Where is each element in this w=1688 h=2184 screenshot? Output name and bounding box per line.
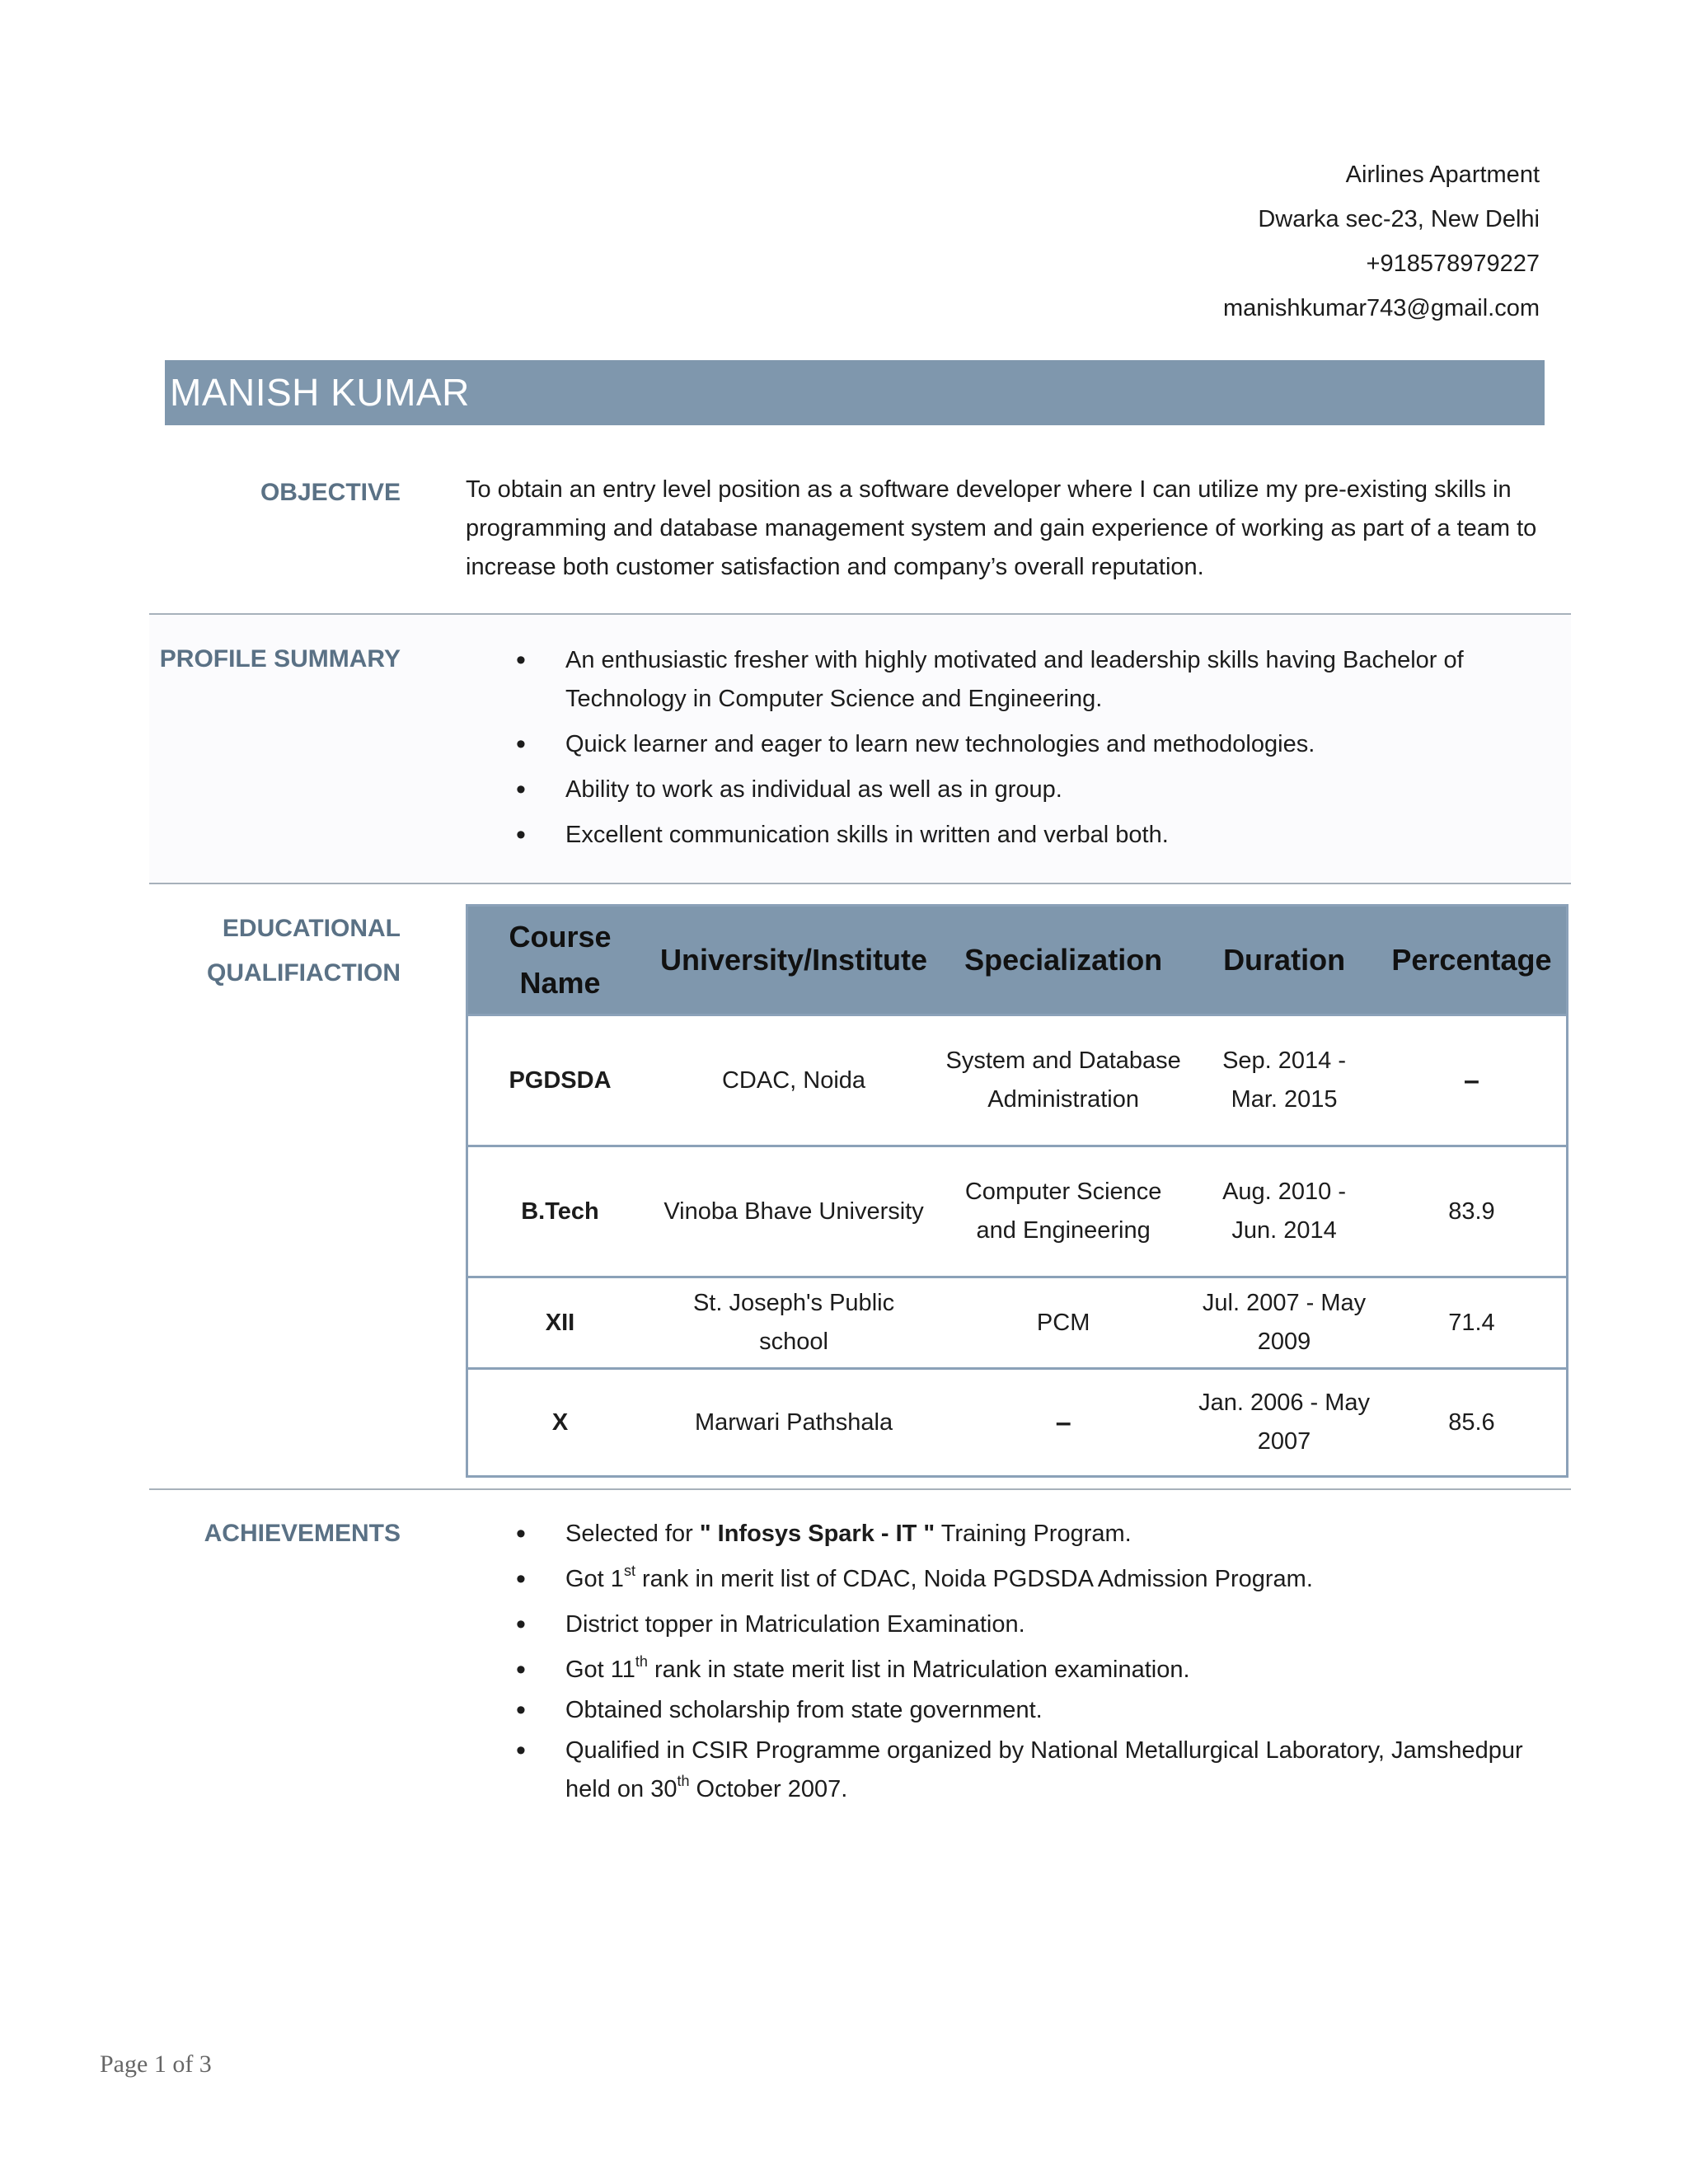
address-line-2: Dwarka sec-23, New Delhi bbox=[1258, 206, 1540, 232]
address-line-1: Airlines Apartment bbox=[1345, 162, 1540, 188]
course-cell: PGDSDA bbox=[467, 1015, 652, 1146]
bullet-icon: • bbox=[516, 1609, 526, 1640]
percentage-cell: 85.6 bbox=[1377, 1369, 1568, 1477]
specialization-cell: PCM bbox=[935, 1277, 1191, 1369]
list-item: • Got 11th rank in state merit list in Matriculation examination. bbox=[511, 1651, 1550, 1690]
institute-cell: CDAC, Noida bbox=[652, 1015, 935, 1146]
name-banner: MANISH KUMAR bbox=[165, 360, 1545, 425]
duration-cell: Sep. 2014 - Mar. 2015 bbox=[1191, 1015, 1377, 1146]
bullet-icon: • bbox=[516, 1654, 526, 1685]
list-item: • Selected for " Infosys Spark - IT " Training Program. bbox=[511, 1515, 1550, 1554]
bullet-icon: • bbox=[516, 729, 526, 760]
header-duration: Duration bbox=[1191, 906, 1377, 1015]
institute-cell: Vinoba Bhave University bbox=[652, 1146, 935, 1277]
profile-summary-label: PROFILE SUMMARY bbox=[159, 645, 401, 673]
list-item: • District topper in Matriculation Examination. bbox=[511, 1605, 1550, 1644]
header-course: Course Name bbox=[467, 906, 652, 1015]
phone-number: +918578979227 bbox=[1366, 251, 1540, 277]
bullet-icon: • bbox=[516, 644, 526, 676]
objective-text: To obtain an entry level position as a software developer where I can utilize my pre-existing skills in programming and database management system and gain experience of working as part of a team to increase both customer satisfaction and company’s overall reputation. bbox=[466, 476, 1537, 580]
divider bbox=[149, 1488, 1571, 1490]
divider bbox=[149, 883, 1571, 884]
specialization-cell: – bbox=[935, 1369, 1191, 1477]
education-label-line-1: EDUCATIONAL bbox=[222, 915, 401, 942]
education-table bbox=[466, 904, 1568, 1478]
header-percentage: Percentage bbox=[1377, 906, 1568, 1015]
header-specialization: Specialization bbox=[935, 906, 1191, 1015]
percentage-cell: – bbox=[1377, 1015, 1568, 1146]
list-item: • Obtained scholarship from state government. bbox=[511, 1691, 1550, 1730]
duration-cell: Jul. 2007 - May 2009 bbox=[1191, 1277, 1377, 1369]
email-address: manishkumar743@gmail.com bbox=[1222, 295, 1540, 321]
list-item: • Excellent communication skills in written and verbal both. bbox=[511, 816, 1550, 855]
course-cell: X bbox=[467, 1369, 652, 1477]
percentage-cell: 83.9 bbox=[1377, 1146, 1568, 1277]
duration-cell: Jan. 2006 - May 2007 bbox=[1191, 1369, 1377, 1477]
list-item: • An enthusiastic fresher with highly motivated and leadership skills having Bachelor of Technology in Computer Science and Engineering. bbox=[511, 641, 1550, 719]
list-item: • Quick learner and eager to learn new technologies and methodologies. bbox=[511, 725, 1550, 764]
list-item: • Qualified in CSIR Programme organized by National Metallurgical Laboratory, Jamshedpur held on 30th October 2007. bbox=[511, 1732, 1550, 1809]
objective-label: OBJECTIVE bbox=[260, 479, 401, 506]
duration-cell: Aug. 2010 - Jun. 2014 bbox=[1191, 1146, 1377, 1277]
bullet-icon: • bbox=[516, 1735, 526, 1766]
page-number: Page 1 of 3 bbox=[100, 2050, 212, 2078]
institute-cell: St. Joseph's Public school bbox=[652, 1277, 935, 1369]
specialization-cell: Computer Science and Engineering bbox=[935, 1146, 1191, 1277]
table-header-row bbox=[467, 906, 1568, 1015]
bullet-icon: • bbox=[516, 774, 526, 805]
percentage-cell: 71.4 bbox=[1377, 1277, 1568, 1369]
course-cell: B.Tech bbox=[467, 1146, 652, 1277]
education-label-line-2: QUALIFIACTION bbox=[207, 959, 401, 987]
institute-cell: Marwari Pathshala bbox=[652, 1369, 935, 1477]
profile-summary-list bbox=[511, 641, 1550, 861]
table-row bbox=[467, 1277, 1568, 1369]
list-item: • Ability to work as individual as well as in group. bbox=[511, 771, 1550, 809]
contact-block bbox=[1223, 152, 1540, 330]
bullet-icon: • bbox=[516, 1694, 526, 1726]
table-row bbox=[467, 1146, 1568, 1277]
bullet-icon: • bbox=[516, 819, 526, 851]
achievements-label: ACHIEVEMENTS bbox=[204, 1520, 401, 1547]
bullet-icon: • bbox=[516, 1518, 526, 1549]
table-row bbox=[467, 1369, 1568, 1477]
specialization-cell: System and Database Administration bbox=[935, 1015, 1191, 1146]
course-cell: XII bbox=[467, 1277, 652, 1369]
header-institute: University/Institute bbox=[652, 906, 935, 1015]
achievements-list bbox=[511, 1515, 1550, 1811]
bullet-icon: • bbox=[516, 1563, 526, 1595]
table-row bbox=[467, 1015, 1568, 1146]
list-item: • Got 1st rank in merit list of CDAC, Noida PGDSDA Admission Program. bbox=[511, 1560, 1550, 1599]
